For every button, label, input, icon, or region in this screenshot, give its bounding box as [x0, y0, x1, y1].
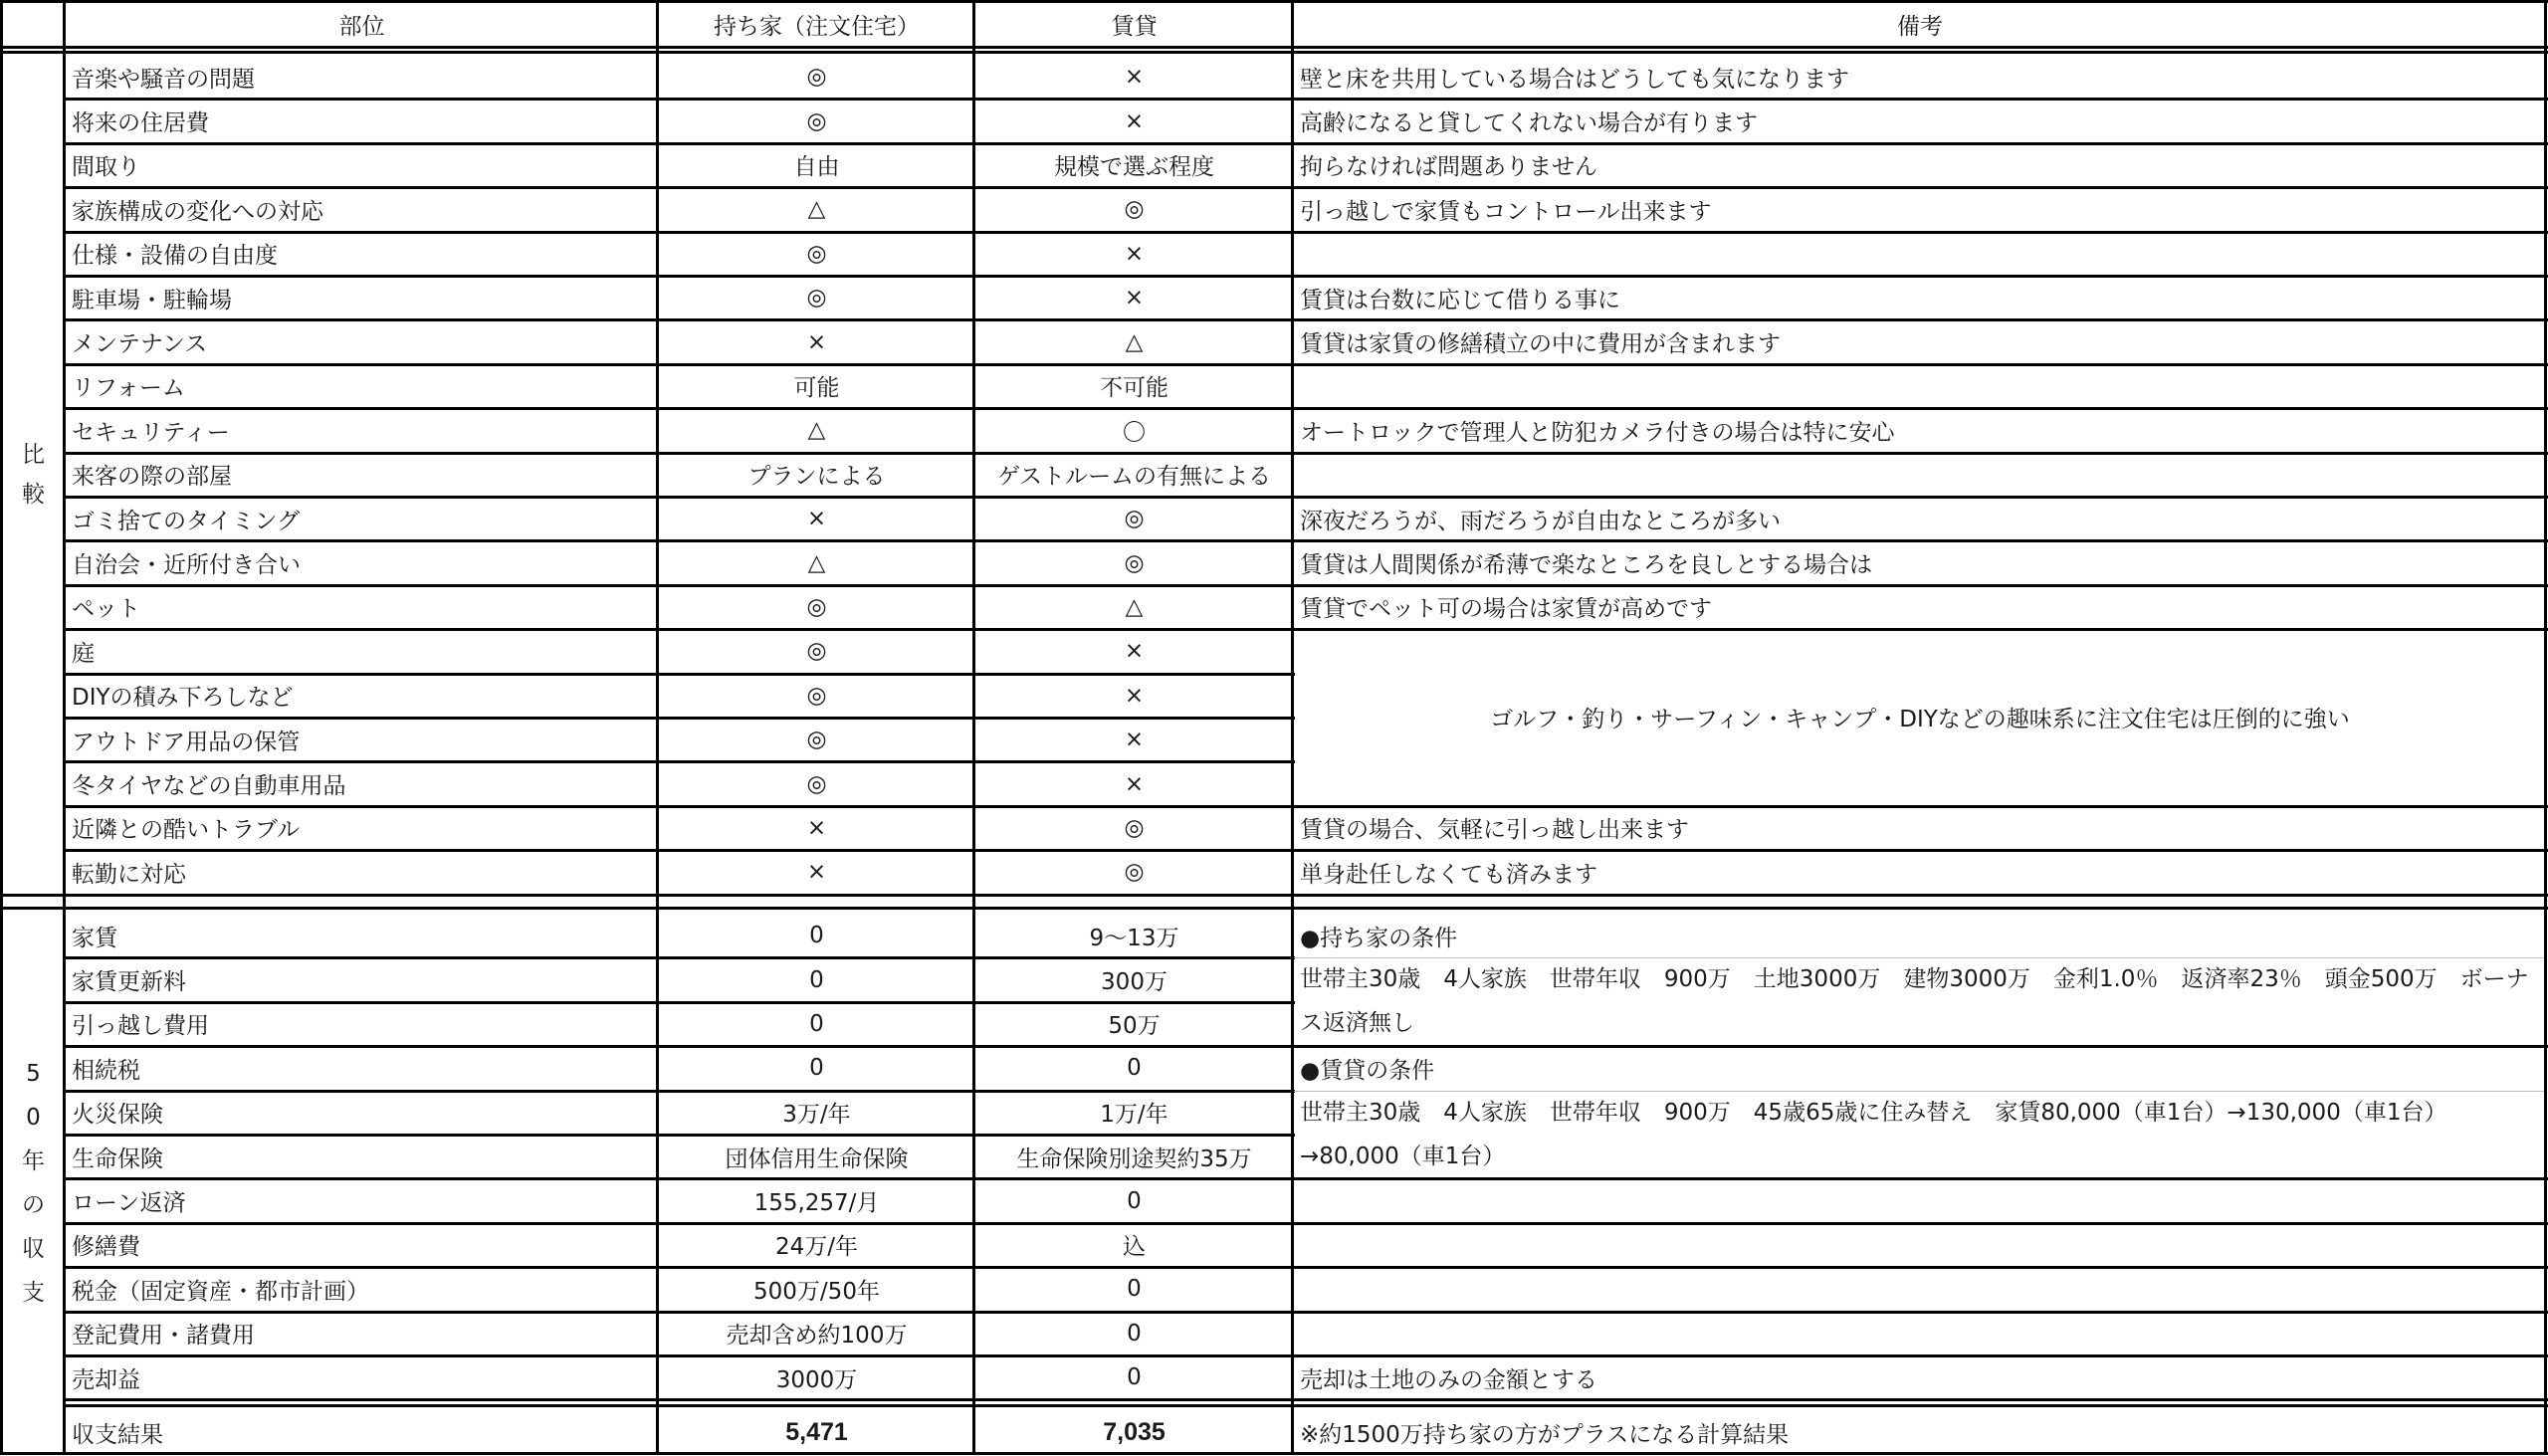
comparison-remarks [1295, 364, 2548, 408]
comparison-rental: × [1124, 285, 1145, 312]
income-owned: 500万/50年 [753, 1278, 880, 1305]
header-bottom-border [0, 46, 2548, 49]
comparison-item: 転勤に対応 [72, 861, 186, 888]
income-rental: 300万 [1101, 969, 1168, 996]
comparison-item: 近隣との酷いトラブル [72, 817, 301, 844]
comparison-owned: 自由 [793, 154, 840, 181]
section-border [64, 1404, 2548, 1407]
income-item: 引っ越し費用 [72, 1013, 209, 1040]
comparison-owned: △ [807, 196, 826, 223]
income-item: ローン返済 [72, 1190, 186, 1217]
income-item: 売却益 [72, 1366, 140, 1393]
income-rental: 0 [1127, 1276, 1142, 1303]
income-rental: 0 [1127, 1364, 1142, 1391]
comparison-rental: 不可能 [1100, 375, 1168, 402]
comparison-rental: × [1124, 638, 1145, 665]
comparison-remarks: 賃貸の場合、気軽に引っ越し出来ます [1300, 817, 1689, 844]
income-owned: 0 [809, 966, 824, 993]
comparison-owned: ◎ [806, 727, 827, 753]
notes-divider [1292, 1045, 2548, 1048]
comparison-rental: ◎ [1124, 814, 1145, 841]
table-bottom-border [0, 1452, 2548, 1455]
comparison-owned: × [806, 506, 827, 532]
section-border [0, 894, 2548, 897]
section-label-char: 較 [22, 481, 45, 508]
rental-conditions-title: ●賃貸の条件 [1300, 1057, 1435, 1084]
section-border [64, 1398, 2548, 1401]
comparison-rental: × [1124, 682, 1145, 709]
comparison-rental: × [1124, 107, 1145, 134]
comparison-rental: 規模で選ぶ程度 [1054, 154, 1214, 181]
comparison-item: 自治会・近所付き合い [72, 552, 301, 579]
section-label-char: 0 [26, 1105, 41, 1131]
section-label-char: 5 [26, 1061, 41, 1087]
income-item: 家賃 [72, 925, 117, 951]
column-divider [656, 1, 659, 1455]
comparison-item: アウトドア用品の保管 [72, 728, 301, 755]
income-rental: 込 [1123, 1234, 1146, 1261]
column-divider [1291, 1, 1294, 1455]
comparison-item: 来客の際の部屋 [72, 464, 232, 491]
income-owned: 売却含め約100万 [726, 1323, 908, 1350]
comparison-owned: △ [807, 417, 826, 444]
income-owned: 0 [809, 1055, 824, 1082]
comparison-owned: プランによる [747, 464, 886, 491]
rental-conditions-body: 世帯主30歳 4人家族 世帯年収 900万 45歳65歳に住み替え 家賃80,000（車1台）→130,000（車1台）→80,000（車1台） [1300, 1099, 2447, 1169]
income-owned: 0 [809, 923, 824, 949]
comparison-item: リフォーム [72, 375, 185, 402]
section-label-income [3, 914, 64, 1453]
income-rental: 50万 [1108, 1013, 1161, 1040]
comparison-owned: ◎ [806, 64, 827, 91]
comparison-rental: × [1124, 770, 1145, 797]
comparison-remarks: 深夜だろうが、雨だろうが自由なところが多い [1300, 508, 1781, 534]
income-owned: 団体信用生命保険 [725, 1145, 909, 1172]
comparison-item: 冬タイヤなどの自動車用品 [72, 773, 346, 800]
income-rental: 0 [1127, 1187, 1142, 1214]
comparison-remarks: 引っ越しで家賃もコントロール出来ます [1300, 198, 1712, 225]
comparison-item: ペット [72, 596, 140, 623]
income-owned: 24万/年 [774, 1234, 858, 1261]
header-owned: 持ち家（注文住宅） [714, 14, 920, 40]
column-divider [63, 1, 66, 1455]
section-border [0, 51, 2548, 54]
comparison-item: 将来の住居費 [72, 110, 209, 137]
income-rental: 0 [1127, 1320, 1142, 1347]
comparison-item: 仕様・設備の自由度 [72, 243, 278, 270]
total-remarks: ※約1500万持ち家の方がプラスになる計算結果 [1300, 1421, 1790, 1448]
sale-note: 売却は土地のみの金額とする [1300, 1366, 1597, 1393]
income-owned: 3万/年 [782, 1102, 851, 1129]
table-top-border [0, 0, 2548, 3]
comparison-remarks: 高齢になると貸してくれない場合が有ります [1300, 110, 1758, 137]
comparison-item: メンテナンス [72, 331, 208, 358]
comparison-remarks: 拘らなければ問題ありません [1300, 154, 1597, 181]
income-rental: 9～13万 [1089, 925, 1179, 951]
comparison-rental: × [1124, 240, 1145, 267]
comparison-item: 音楽や騒音の問題 [72, 66, 255, 93]
comparison-owned: 可能 [793, 375, 840, 402]
comparison-rental: ◎ [1124, 549, 1145, 576]
header-rental: 賃貸 [1111, 14, 1158, 40]
comparison-rental: × [1124, 64, 1145, 91]
cell-gridline [1294, 1091, 2545, 1092]
cell-gridline [1294, 957, 2545, 958]
header-remarks: 備考 [1897, 14, 1943, 40]
comparison-owned: × [806, 328, 827, 355]
section-label-char: の [22, 1192, 45, 1218]
section-border [0, 907, 2548, 910]
comparison-rental: ◎ [1124, 506, 1145, 532]
comparison-rental: × [1124, 727, 1145, 753]
comparison-owned: ◎ [806, 593, 827, 620]
comparison-item: 間取り [72, 154, 140, 181]
income-item: 修繕費 [72, 1234, 140, 1261]
comparison-remarks [1295, 453, 2548, 497]
comparison-remarks: 単身赴任しなくても済みます [1300, 861, 1597, 888]
comparison-owned: △ [807, 549, 826, 576]
owned-conditions-body: 世帯主30歳 4人家族 世帯年収 900万 土地3000万 建物3000万 金利1.0％ 返済率23％ 頭金500万 ボーナス返済無し [1300, 966, 2529, 1037]
comparison-rental: 〇 [1123, 419, 1146, 446]
comparison-owned: ◎ [806, 107, 827, 134]
comparison-item: ゴミ捨てのタイミング [72, 508, 301, 534]
comparison-owned: ◎ [806, 285, 827, 312]
comparison-remarks: オートロックで管理人と防犯カメラ付きの場合は特に安心 [1300, 419, 1895, 446]
comparison-rental: △ [1125, 328, 1144, 355]
comparison-remarks: 賃貸でペット可の場合は家賃が高めです [1300, 596, 1712, 623]
total-rental: 7,035 [1103, 1417, 1166, 1446]
total-owned: 5,471 [785, 1417, 848, 1446]
section-label-comparison [3, 55, 64, 895]
hobby-remark: ゴルフ・釣り・サーフィン・キャンプ・DIYなどの趣味系に注文住宅は圧倒的に強い [1490, 707, 2350, 733]
comparison-remarks: 賃貸は人間関係が希薄で楽なところを良しとする場合は [1300, 552, 1872, 579]
comparison-item: 庭 [72, 640, 95, 667]
owned-conditions-title: ●持ち家の条件 [1300, 925, 1458, 951]
comparison-owned: ◎ [806, 770, 827, 797]
section-label-char: 比 [22, 441, 45, 468]
income-item: 税金（固定資産・都市計画） [72, 1278, 369, 1305]
income-item: 相続税 [72, 1057, 140, 1084]
comparison-item: セキュリティー [72, 419, 230, 446]
header-item: 部位 [338, 14, 385, 40]
comparison-owned: × [806, 859, 827, 886]
income-rental: 0 [1127, 1055, 1142, 1082]
comparison-rental: △ [1125, 593, 1144, 620]
comparison-item: 家族構成の変化への対応 [72, 198, 323, 225]
section-label-char: 年 [22, 1148, 45, 1174]
section-label-char: 支 [22, 1280, 45, 1306]
income-owned: 155,257/月 [753, 1190, 880, 1217]
income-rental: 生命保険別途契約35万 [1016, 1145, 1252, 1172]
comparison-rental: ◎ [1124, 196, 1145, 223]
column-divider [2544, 1, 2547, 1455]
comparison-item: DIYの積み下ろしなど [72, 685, 294, 712]
comparison-remarks: 賃貸は台数に応じて借りる事に [1300, 287, 1620, 313]
comparison-owned: ◎ [806, 240, 827, 267]
comparison-owned: ◎ [806, 682, 827, 709]
comparison-owned: × [806, 814, 827, 841]
comparison-item: 駐車場・駐輪場 [72, 287, 232, 313]
comparison-remarks: 壁と床を共用している場合はどうしても気になります [1300, 66, 1849, 93]
comparison-rental: ゲストルームの有無による [996, 464, 1272, 491]
section-label-char: 収 [22, 1236, 45, 1262]
comparison-rental: ◎ [1124, 859, 1145, 886]
comparison-remarks: 賃貸は家賃の修繕積立の中に費用が含まれます [1300, 331, 1781, 358]
column-divider [0, 1, 3, 1455]
income-owned: 0 [809, 1010, 824, 1037]
income-item: 家賃更新料 [72, 969, 186, 996]
income-item: 登記費用・諸費用 [72, 1323, 255, 1350]
income-owned: 3000万 [775, 1366, 858, 1393]
income-rental: 1万/年 [1100, 1102, 1168, 1129]
income-item: 生命保険 [72, 1145, 163, 1172]
income-item: 火災保険 [72, 1102, 163, 1129]
column-divider [972, 1, 975, 1455]
comparison-remarks [1295, 232, 2548, 276]
total-item: 収支結果 [72, 1421, 163, 1448]
comparison-owned: ◎ [806, 638, 827, 665]
